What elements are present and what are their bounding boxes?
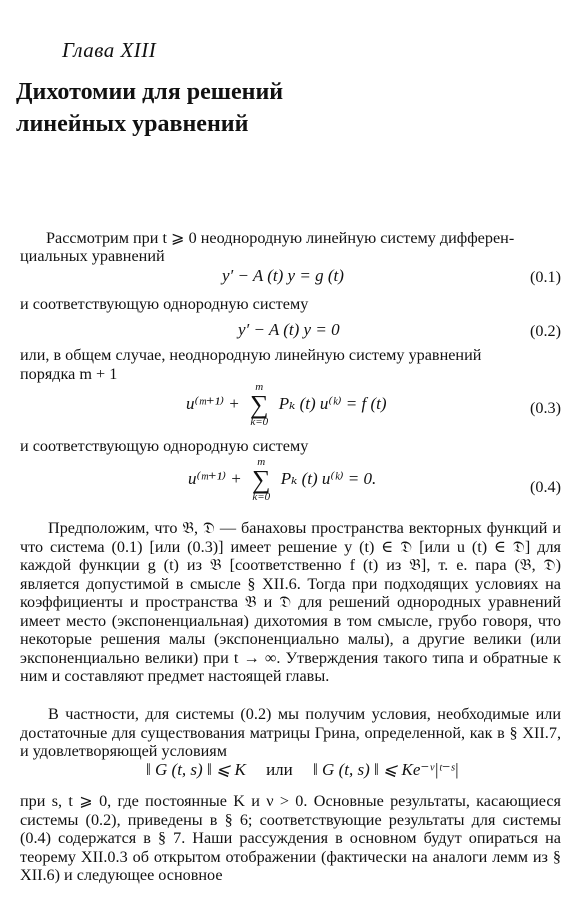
condition-a: ‖ G (t, s) ‖ ⩽ K: [146, 760, 246, 779]
eq3-right: Pₖ (t) u⁽ᵏ⁾ = f (t): [278, 393, 387, 413]
chapter-title-line2: линейных уравнений: [16, 111, 249, 137]
paragraph-results: при s, t ⩾ 0, где постоянные K и ν > 0. Основные результаты, касающиеся системы (0.2), приведены в § 6; соответствующие результаты для системы (0.4) содержатся в § 7. Наши рассуждения в основном будут опираться на теорему XII.0.3 об открытом отображении (фактически на аналоги лемм из § XII.6) и следующее основное: [20, 792, 561, 884]
condition-or: или: [266, 760, 293, 779]
summation-symbol: m ∑ k=0: [251, 456, 271, 503]
paragraph-green-matrix: В частности, для системы (0.2) мы получим условия, необходимые или достаточные для существования матрицы Грина, определенной, как в § XII.7, и удовлетворяющей условиям: [20, 705, 561, 760]
text-after-eq2-line1: или, в общем случае, неоднородную линейную систему уравнений: [20, 346, 482, 364]
paragraph-assumption: Предположим, что 𝔅, 𝔇 — банаховы пространства векторных функций и что система (0.1) [или (0.3)] имеет решение y (t) ∈ 𝔇 [или u (t) ∈ 𝔇] для каждой функции g (t) из 𝔅 [соответственно f (t) из 𝔅], т. е. пара (𝔅, 𝔇) является допустимой в смысле § XII.6. Тогда при подходящих условиях на коэффициенты и пространства 𝔅 и 𝔇 для решений однородных уравнений имеет место (экспоненциальная) дихотомия в том смысле, грубо говоря, что некоторые решения малы (экспоненциально малы), а другие велики (или экспоненциально велики) при t → ∞. Утверждения такого типа и обратные к ним и составляют предмет настоящей главы.: [20, 519, 561, 685]
green-matrix-condition: [146, 760, 459, 780]
text-after-eq3: и соответствующую однородную систему: [20, 437, 309, 455]
sum-upper-limit: m: [257, 456, 266, 468]
sum-lower-limit: k=0: [250, 416, 269, 428]
intro-line1: Рассмотрим при t ⩾ 0 неоднородную линейную систему дифферен-: [46, 229, 515, 247]
equation-number-0-4: (0.4): [529, 478, 561, 496]
sum-lower-limit: k=0: [252, 491, 271, 503]
summation-symbol: m ∑ k=0: [249, 381, 269, 428]
sum-upper-limit: m: [255, 381, 264, 393]
text-after-eq1: и соответствующую однородную систему: [20, 295, 309, 313]
chapter-title: [16, 76, 283, 140]
equation-number-0-2: (0.2): [529, 322, 561, 340]
eq4-left: u⁽ᵐ⁺¹⁾ +: [188, 468, 242, 488]
eq4-right: Pₖ (t) u⁽ᵏ⁾ = 0.: [280, 468, 377, 488]
equation-0-1: y′ − A (t) y = g (t): [222, 266, 344, 285]
intro-line2: циальных уравнений: [20, 247, 165, 265]
equation-number-0-1: (0.1): [529, 268, 561, 286]
condition-b: ‖ G (t, s) ‖ ⩽ Ke⁻ᵛ|ᵗ⁻ˢ|: [313, 760, 459, 779]
equation-0-4: [188, 457, 376, 503]
equation-0-3: [186, 382, 387, 428]
eq3-left: u⁽ᵐ⁺¹⁾ +: [186, 393, 240, 413]
equation-number-0-3: (0.3): [529, 399, 561, 417]
chapter-label: Глава XIII: [62, 38, 157, 62]
text-after-eq2-line2: порядка m + 1: [20, 365, 118, 383]
chapter-title-line1: Дихотомии для решений: [16, 79, 284, 105]
equation-0-2: y′ − A (t) y = 0: [238, 320, 340, 339]
